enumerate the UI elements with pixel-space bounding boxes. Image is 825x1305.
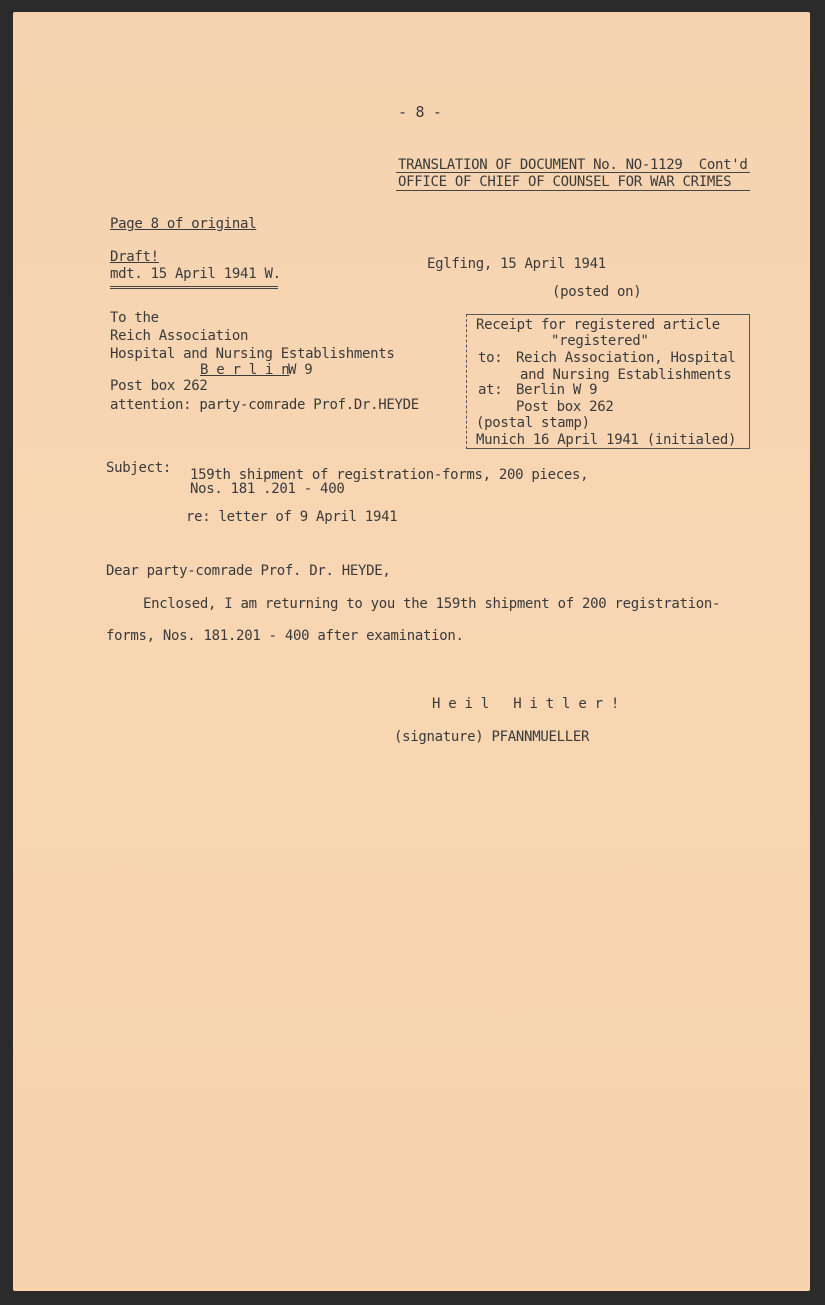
stamp-to-line1: Reich Association, Hospital <box>516 350 736 366</box>
stamp-at-line2: Post box 262 <box>516 399 614 415</box>
draft-double-rule <box>110 286 278 289</box>
stamp-to-label: to: <box>478 350 503 366</box>
stamp-to-line2: and Nursing Establishments <box>520 367 732 383</box>
document-page <box>13 12 810 1291</box>
subject-label: Subject: <box>106 460 172 476</box>
posted-on: (posted on) <box>552 284 642 300</box>
stamp-at-label: at: <box>478 382 503 398</box>
translation-header-line1: TRANSLATION OF DOCUMENT No. NO-1129 Cont'd <box>398 157 748 173</box>
page-reference: Page 8 of original <box>110 216 257 232</box>
translation-header-line2: OFFICE OF CHIEF OF COUNSEL FOR WAR CRIMES <box>398 174 732 190</box>
subject-line1: 159th shipment of registration-forms, 200 pieces, <box>190 467 589 483</box>
subject-re: re: letter of 9 April 1941 <box>186 509 398 525</box>
recipient-postbox: Post box 262 <box>110 378 208 394</box>
stamp-munich: Munich 16 April 1941 (initialed) <box>476 432 737 448</box>
recipient-line2: Hospital and Nursing Establishments <box>110 346 395 362</box>
stamp-line1: Receipt for registered article <box>476 317 720 333</box>
recipient-to: To the <box>110 310 159 326</box>
signature: (signature) PFANNMUELLER <box>394 729 590 745</box>
body-line2: forms, Nos. 181.201 - 400 after examination. <box>106 628 464 644</box>
draft-label: Draft! <box>110 249 159 265</box>
recipient-line1: Reich Association <box>110 328 249 344</box>
recipient-city: B e r l i n <box>200 362 290 378</box>
page-number: - 8 - <box>398 103 442 121</box>
header-underline-1 <box>396 172 750 173</box>
draft-mdt: mdt. 15 April 1941 W. <box>110 266 281 282</box>
recipient-attention: attention: party-comrade Prof.Dr.HEYDE <box>110 397 419 413</box>
stamp-line2: "registered" <box>551 333 649 349</box>
subject-line2: Nos. 181 .201 - 400 <box>190 481 345 497</box>
stamp-postal: (postal stamp) <box>476 415 590 431</box>
header-underline-2 <box>396 190 750 191</box>
salutation: Dear party-comrade Prof. Dr. HEYDE, <box>106 563 391 579</box>
recipient-district: W 9 <box>288 362 313 378</box>
stamp-at-line1: Berlin W 9 <box>516 382 598 398</box>
closing: H e i l H i t l e r ! <box>432 696 619 712</box>
body-line1: Enclosed, I am returning to you the 159th shipment of 200 registration- <box>143 596 721 612</box>
place-date: Eglfing, 15 April 1941 <box>427 256 606 272</box>
